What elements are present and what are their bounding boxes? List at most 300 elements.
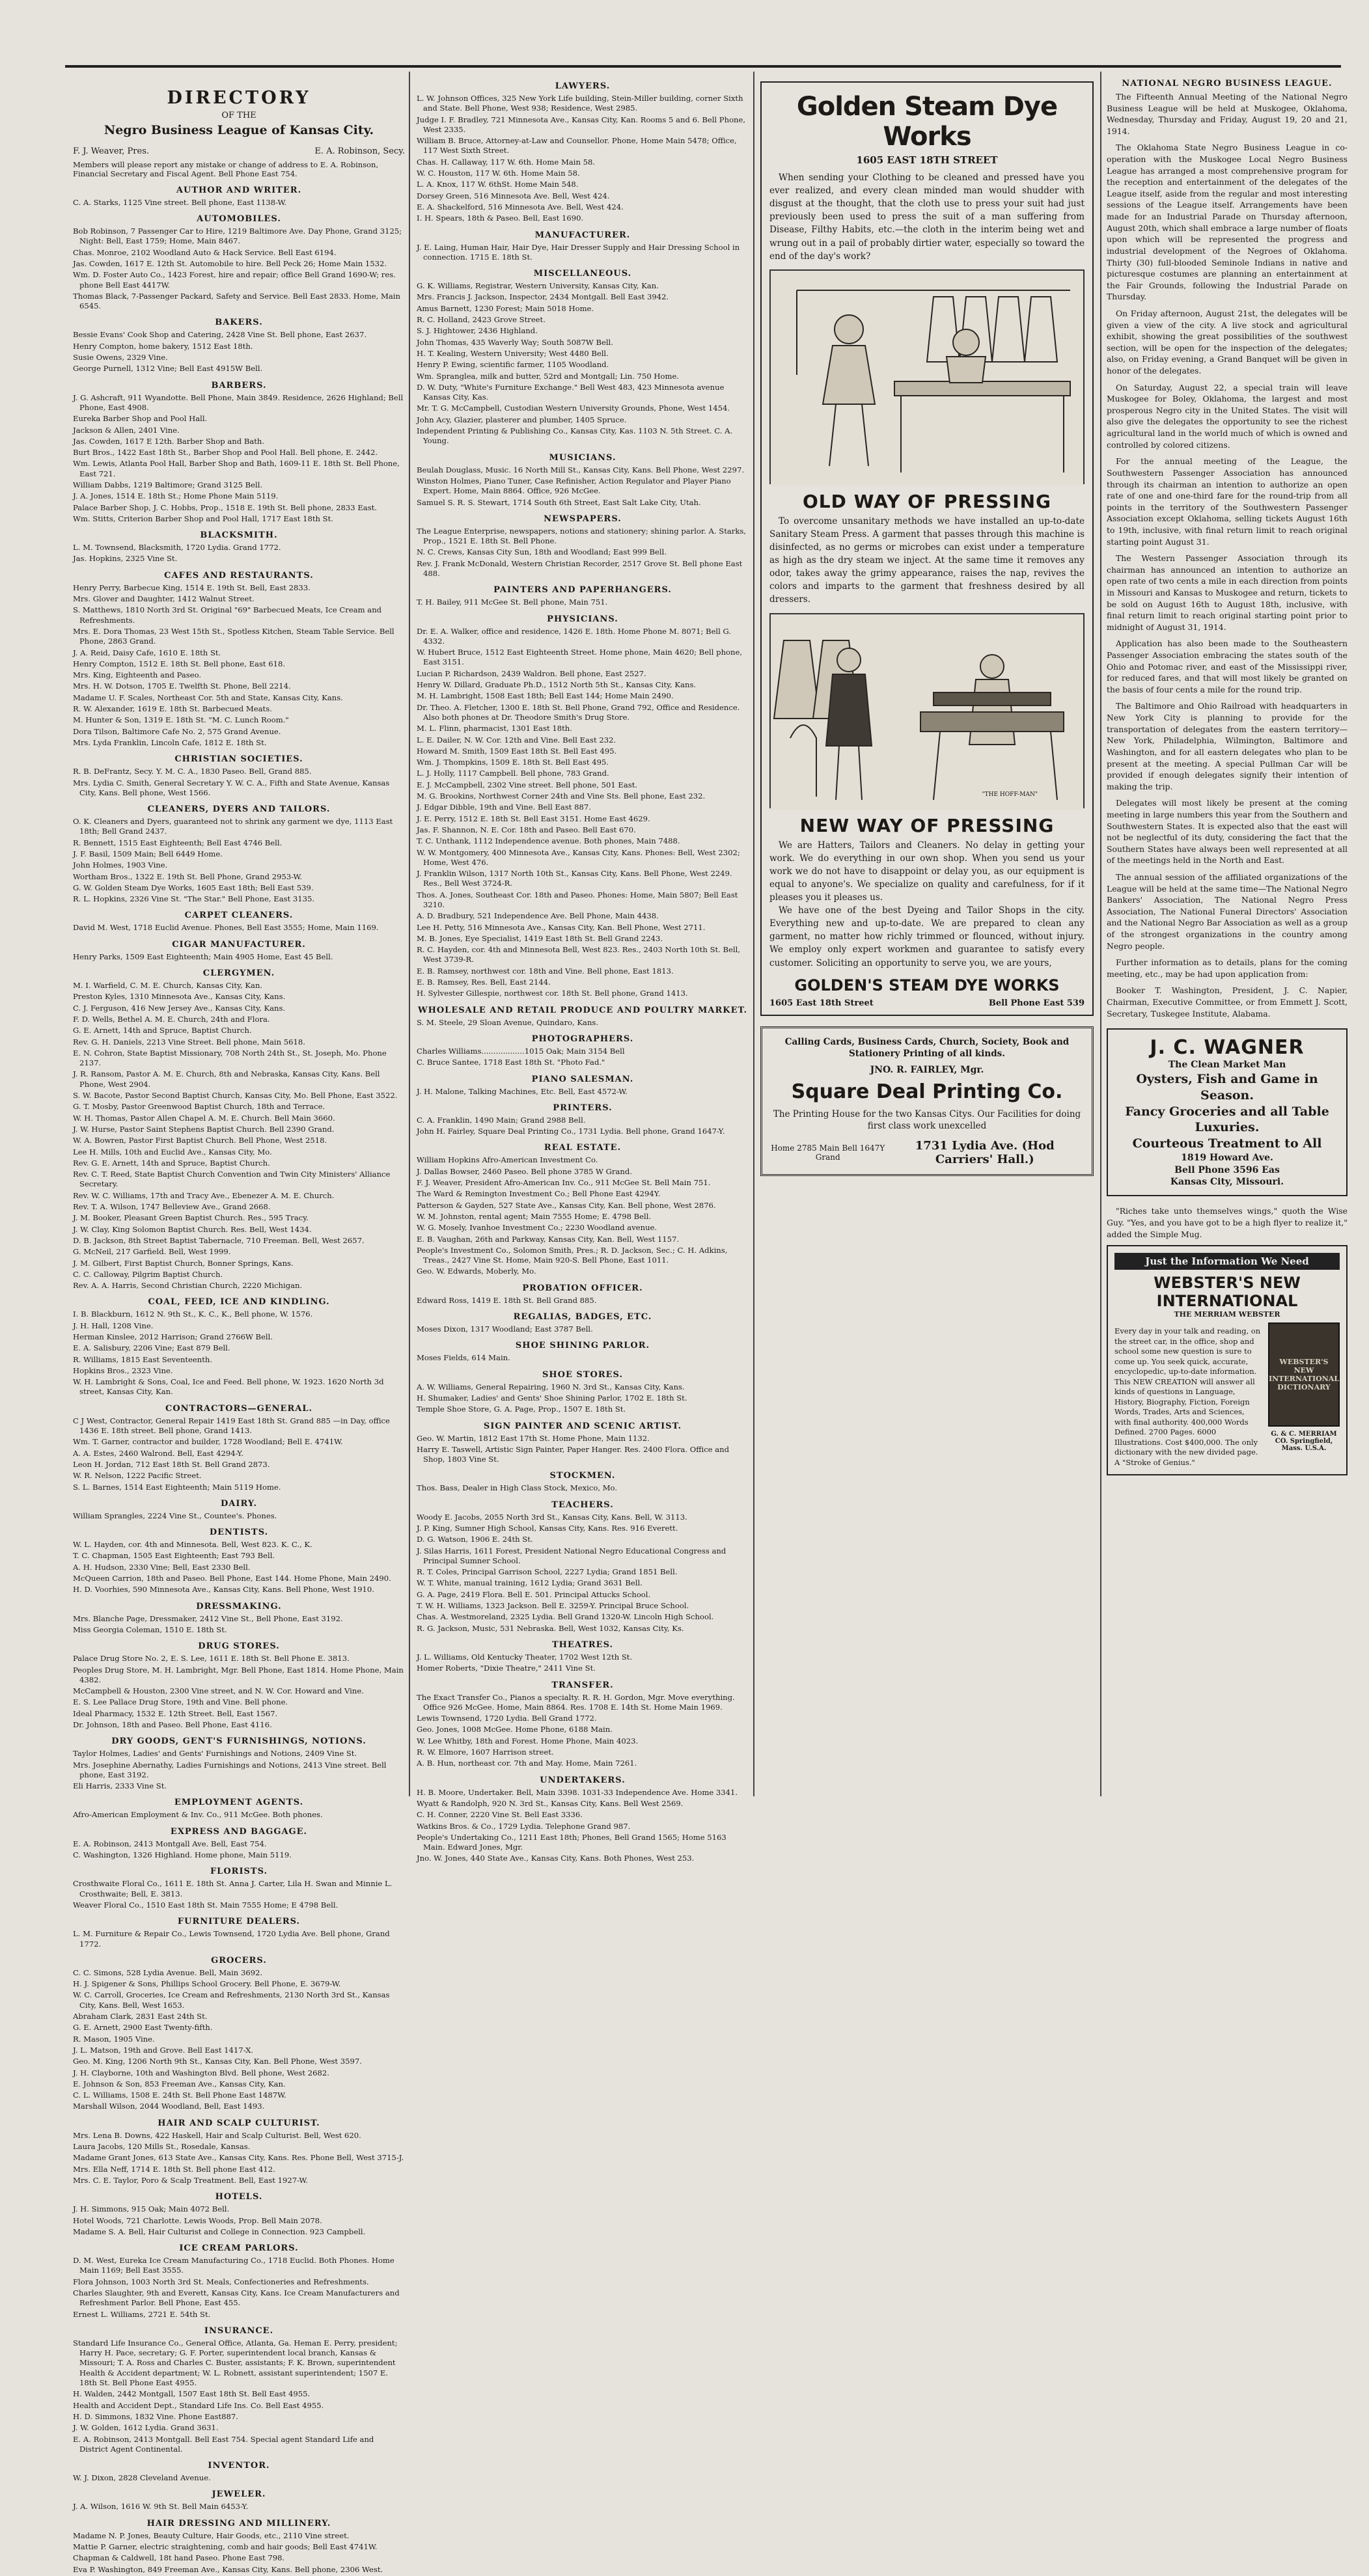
print-ad-footer <box>770 1139 1084 1166</box>
directory-entry: R. Bennett, 1515 East Eighteenth; Bell East 4746 Bell. <box>73 838 283 847</box>
directory-entry: J. Dallas Bowser, 2460 Paseo. Bell phone 3785 W Grand. <box>417 1166 632 1176</box>
directory-entry: Crosthwaite Floral Co., 1611 E. 18th St. Anna J. Carter, Lila H. Swan and Minnie L. Crosthwaite; Bell, E. 3813. <box>73 1879 393 1898</box>
directory-entry: J. L. Matson, 19th and Grove. Bell East 1417-X. <box>73 2045 254 2055</box>
directory-entry: A. A. Estes, 2460 Walrond. Bell, East 4294-Y. <box>73 1448 244 1458</box>
directory-category: BLACKSMITH. <box>200 530 278 541</box>
directory-category: DENTISTS. <box>209 1528 269 1538</box>
machine-label: "THE HOFF-MAN" <box>982 791 1038 798</box>
directory-entry: C. A. Franklin, 1490 Main; Grand 2988 Bell. <box>417 1115 586 1125</box>
directory-entry: Wm. J. Thompkins, 1509 E. 18th St. Bell East 495. <box>417 758 609 767</box>
directory-entry: Thos. Bass, Dealer in High Class Stock, Mexico, Mo. <box>417 1483 618 1493</box>
directory-entry: Henry Parks, 1509 East Eighteenth; Main 4905 Home, East 45 Bell. <box>73 952 333 961</box>
directory-category: DRUG STORES. <box>198 1641 280 1652</box>
print-ad-sub: The Printing House for the two Kansas Citys. Our Facilities for doing first class work unexcelled <box>773 1109 1081 1132</box>
directory-entry: A. W. Williams, General Repairing, 1960 N. 3rd St., Kansas City, Kans. <box>417 1382 685 1391</box>
directory-entry: Chas. H. Callaway, 117 W. 6th. Home Main 58. <box>417 157 596 167</box>
directory-entry: G. A. Page, 2419 Flora. Bell E. 501. Principal Attucks School. <box>417 1589 651 1599</box>
old-pressing-caption: OLD WAY OF PRESSING <box>802 490 1052 512</box>
directory-entry: J. A. Wilson, 1616 W. 9th St. Bell Main 6453-Y. <box>73 2502 249 2512</box>
directory-entry: Ideal Pharmacy, 1532 E. 12th Street. Bell, East 1567. <box>73 1708 278 1718</box>
new-pressing-caption: NEW WAY OF PRESSING <box>799 814 1055 836</box>
directory-entry: J. W. Hurse, Pastor Saint Stephens Baptist Church. Bell 2390 Grand. <box>73 1124 335 1134</box>
golden-ad-foot-phone: Bell Phone East 539 <box>988 998 1085 1008</box>
directory-entry: W. H. Thomas, Pastor Allen Chapel A. M. E. Church. Bell Main 3660. <box>73 1113 335 1123</box>
directory-entry: John Acy, Glazier, plasterer and plumber, 1405 Spruce. <box>417 415 627 424</box>
directory-entry: L. M. Furniture & Repair Co., Lewis Townsend, 1720 Lydia Ave. Bell phone, Grand 1772. <box>73 1929 390 1949</box>
directory-entry: J. G. Ashcraft, 911 Wyandotte. Bell Phone, Main 3849. Residence, 2626 Highland; Bell Phone, East 4908. <box>73 392 404 412</box>
directory-entry: T. C. Chapman, 1505 East Eighteenth; East 793 Bell. <box>73 1551 275 1561</box>
directory-category: CLERGYMEN. <box>202 968 275 979</box>
directory-category: FURNITURE DEALERS. <box>177 1917 301 1927</box>
tailor-figure-icon <box>771 271 1083 486</box>
directory-entry: Thomas Black, 7-Passenger Packard, Safety and Service. Bell East 2833. Home, Main 6545. <box>73 291 400 311</box>
directory-entry: Mrs. Josephine Abernathy, Ladies Furnishings and Notions, 2413 Vine street. Bell phone, East 3192. <box>73 1760 387 1779</box>
directory-category: CAFES AND RESTAURANTS. <box>164 570 314 581</box>
directory-entry: M. G. Brookins, Northwest Corner 24th and Vine Sts. Bell phone, East 232. <box>417 791 706 801</box>
directory-entry: M. B. Jones, Eye Specialist, 1419 East 18th St. Bell Grand 2243. <box>417 933 663 943</box>
directory-entry: Harry E. Taswell, Artistic Sign Painter, Paper Hanger. Res. 2400 Flora. Office and Shop, 1803 Vine St. <box>417 1444 730 1464</box>
directory-entry: Wm. T. Garner, contractor and builder, 1728 Woodland; Bell E. 4741W. <box>73 1437 343 1447</box>
directory-category: MANUFACTURER. <box>534 230 631 240</box>
webster-name: WEBSTER'S NEW INTERNATIONAL <box>1154 1274 1301 1311</box>
directory-entry: Rev. J. Frank McDonald, Western Christian Recorder, 2517 Grove St. Bell phone East 488. <box>417 558 743 578</box>
directory-entry: E. S. Lee Pallace Drug Store, 19th and Vine. Bell phone. <box>73 1697 288 1707</box>
directory-entry: Amus Barnett, 1230 Forest; Main 5018 Home. <box>417 303 594 313</box>
directory-entry: R. L. Hopkins, 2326 Vine St. "The Star." Bell Phone, East 3135. <box>73 894 315 904</box>
directory-entry: Geo. W. Martin, 1812 East 17th St. Home Phone, Main 1132. <box>417 1433 650 1443</box>
directory-entry: Eli Harris, 2333 Vine St. <box>73 1781 167 1791</box>
wagner-line-2: Fancy Groceries and all Table Luxuries. <box>1125 1104 1329 1135</box>
directory-entry: Chapman & Caldwell, 18t hand Paseo. Phone East 798. <box>73 2553 285 2563</box>
directory-entry: E. J. McCampbell, 2302 Vine street. Bell phone, 501 East. <box>417 780 638 789</box>
directory-category: PROBATION OFFICER. <box>522 1283 643 1293</box>
directory-entry: Thos. A. Jones, Southeast Cor. 18th and Paseo. Phones: Home, Main 5807; Bell East 3210. <box>417 890 738 909</box>
directory-category: TEACHERS. <box>551 1500 614 1510</box>
directory-entry: A. B. Hun, northeast cor. 7th and May. Home, Main 7261. <box>417 1759 637 1768</box>
directory-category: REGALIAS, BADGES, ETC. <box>513 1312 652 1322</box>
directory-category: DRY GOODS, GENT'S FURNISHINGS, NOTIONS. <box>111 1736 366 1747</box>
directory-entry: Miss Georgia Coleman, 1510 E. 18th St. <box>73 1624 227 1634</box>
directory-entry: Woody E. Jacobs, 2055 North 3rd St., Kansas City, Kans. Bell, W. 3113. <box>417 1512 687 1522</box>
directory-entry: Madame Grant Jones, 613 State Ave., Kansas City, Kans. Res. Phone Bell, West 3715-J. <box>73 2153 404 2163</box>
directory-entry: G. K. Williams, Registrar, Western University, Kansas City, Kan. <box>417 281 659 291</box>
news-paragraph: Booker T. Washington, President, J. C. Napier, Chairman, Executive Committee, or from Emmett J. Scott, Secretary, Tuskegee Institute, Alabama. <box>1107 985 1348 1019</box>
directory-entry: McCampbell & Houston, 2300 Vine street, and N. W. Cor. Howard and Vine. <box>73 1686 364 1696</box>
directory-entry: W. C. Carroll, Groceries, Ice Cream and Refreshments, 2130 North 3rd St., Kansas City, Kans. Bell, West 1653. <box>73 1990 390 2010</box>
directory-entry: Afro-American Employment & Inv. Co., 911 McGee. Both phones. <box>73 1810 323 1820</box>
column-rule <box>1100 72 1101 1796</box>
directory-entry: Wm. Spranglea, milk and butter, 52rd and Montgall; Lin. 750 Home. <box>417 371 680 381</box>
directory-entry: William Dabbs, 1219 Baltimore; Grand 3125 Bell. <box>73 480 263 489</box>
directory-entry: D. M. West, Eureka Ice Cream Manufacturing Co., 1718 Euclid. Both Phones. Home Main 1169; Bell East 3555. <box>73 2256 394 2275</box>
directory-entry: Madame N. P. Jones, Beauty Culture, Hair Goods, etc., 2110 Vine street. <box>73 2530 350 2540</box>
directory-entry: Dora Tilson, Baltimore Cafe No. 2, 575 Grand Avenue. <box>73 726 281 736</box>
directory-entry: Laura Jacobs, 120 Mills St., Rosedale, Kansas. <box>73 2142 251 2152</box>
directory-category: NEWSPAPERS. <box>544 514 622 524</box>
directory-entry: Hotel Woods, 721 Charlotte. Lewis Woods, Prop. Bell Main 2078. <box>73 2215 322 2225</box>
directory-entry: W. R. Nelson, 1222 Pacific Street. <box>73 1471 202 1481</box>
wagner-line-1: Oysters, Fish and Game in Season. <box>1136 1072 1318 1103</box>
directory-entry: J. H. Malone, Talking Machines, Etc. Bell, East 4572-W. <box>417 1086 628 1096</box>
directory-entry: Marshall Wilson, 2044 Woodland, Bell, East 1493. <box>73 2102 265 2111</box>
directory-entry: William Sprangles, 2224 Vine St., Countee's. Phones. <box>73 1511 277 1520</box>
directory-entry: R. W. Elmore, 1607 Harrison street. <box>417 1747 554 1757</box>
golden-ad-body-1: We are Hatters, Tailors and Cleaners. No delay in getting your work. We do everything in our own shop. When you send us your work we do not have to disappoint or delay you, as our equipment is equal to anyone's. We specialize on quality and carefulness, for if it pleases you it pleases us. <box>769 840 1085 903</box>
wagner-ad <box>1107 1028 1348 1196</box>
directory-entry: Samuel S. R. S. Stewart, 1714 South 6th Street, East Salt Lake City, Utah. <box>417 497 701 507</box>
directory-entry: Dr. E. A. Walker, office and residence, 1426 E. 18th. Home Phone M. 8071; Bell G. 4332. <box>417 626 732 646</box>
directory-entry: Charles Williams..................1015 Oak; Main 3154 Bell <box>417 1046 625 1056</box>
directory-entry: Mrs. Glover and Daughter, 1412 Walnut Street. <box>73 594 255 604</box>
directory-entry: H. Shumaker, Ladies' and Gents' Shoe Shining Parlor, 1702 E. 18th St. <box>417 1393 687 1403</box>
directory-entry: Lee H. Petty, 516 Minnesota Ave., Kansas City, Kan. Bell Phone, West 2711. <box>417 922 706 932</box>
directory-entry: J. A. Reid, Daisy Cafe, 1610 E. 18th St. <box>73 648 221 657</box>
news-paragraph: Delegates will most likely be present at the coming meeting in large numbers this year from the Southern and Southwestern States. It is expected also that the east will not be neglectful of its duty, considering the fact that the Southern States have always been well represented at all of the meetings held in the North and East. <box>1107 798 1348 866</box>
directory-category: BAKERS. <box>215 318 263 328</box>
directory-category: INSURANCE. <box>204 2325 274 2336</box>
directory-entry: The League Enterprise, newspapers, notions and stationery; shining parlor. A. Starks, Prop., 1521 E. 18th St. Bell Phone. <box>417 526 746 546</box>
directory-entry: Madame U. F. Scales, Northeast Cor. 5th and State, Kansas City, Kans. <box>73 692 343 702</box>
directory-category: CHRISTIAN SOCIETIES. <box>174 754 303 765</box>
webster-sub: THE MERRIAM WEBSTER <box>1174 1310 1280 1319</box>
directory-entry: J. Silas Harris, 1611 Forest, President National Negro Educational Congress and Principal Sumner School. <box>417 1546 726 1565</box>
directory-category: JEWELER. <box>212 2489 266 2500</box>
directory-entry: Bessie Evans' Cook Shop and Catering, 2428 Vine St. Bell phone, East 2637. <box>73 330 367 340</box>
directory-entry: G. E. Arnett, 2900 East Twenty-fifth. <box>73 2023 213 2033</box>
directory-entry: Homer Roberts, "Dixie Theatre," 2411 Vine St. <box>417 1664 596 1673</box>
directory-entry: Dorsey Green, 516 Minnesota Ave. Bell, West 424. <box>417 191 610 200</box>
directory-category: HAIR AND SCALP CULTURIST. <box>158 2118 320 2128</box>
directory-entry: John Holmes, 1903 Vine. <box>73 860 168 870</box>
directory-category: PAINTERS AND PAPERHANGERS. <box>493 585 672 596</box>
directory-entry: E. A. Robinson, 2413 Montgall Ave. Bell, East 754. <box>73 1839 267 1848</box>
directory-category: SIGN PAINTER AND SCENIC ARTIST. <box>483 1421 682 1431</box>
print-ad-lines: Calling Cards, Business Cards, Church, Society, Book and Stationery Printing of all kinds. <box>784 1036 1070 1059</box>
directory-entry: Mrs. H. W. Dotson, 1705 E. Twelfth St. Phone, Bell 2214. <box>73 681 291 691</box>
directory-category: LAWYERS. <box>555 81 611 91</box>
directory-entry: Wm. Lewis, Atlanta Pool Hall, Barber Shop and Bath, 1609-11 E. 18th St. Bell Phone, East 721. <box>73 459 400 478</box>
directory-category: PIANO SALESMAN. <box>531 1074 634 1084</box>
directory-entry: J. Edgar Dibble, 19th and Vine. Bell East 887. <box>417 802 591 812</box>
directory-column-2 <box>417 75 749 1865</box>
directory-entry: D. B. Jackson, 8th Street Baptist Tabernacle, 710 Freeman. Bell, West 2657. <box>73 1235 365 1245</box>
quote: "Riches take unto themselves wings," quoth the Wise Guy. "Yes, and you have got to be a high flyer to realize it," added the Simple Mug. <box>1107 1206 1348 1239</box>
directory-entry: John H. Fairley, Square Deal Printing Co., 1731 Lydia. Bell phone, Grand 1647-Y. <box>417 1127 725 1136</box>
directory-entry: L. E. Dailer, N. W. Cor. 12th and Vine. Bell East 232. <box>417 735 616 745</box>
directory-entry: Leon H. Jordan, 712 East 18th St. Bell Grand 2873. <box>73 1459 270 1469</box>
directory-entry: People's Investment Co., Solomon Smith, Pres.; R. D. Jackson, Sec.; C. H. Adkins, Treas., 2427 Vine St. Home, Main 920-S. Bell Phone, East 1011. <box>417 1245 728 1265</box>
directory-entry: G. E. Arnett, 14th and Spruce, Baptist Church. <box>73 1026 252 1035</box>
news-paragraph: The Oklahoma State Negro Business League in co-operation with the Muskogee Local Negro Business League has arranged a most comprehensive program for the reception and entertainment of the delegates of the League itself, aside from the regular and most interesting sessions of the League itself. Arrangements have been made for an Industrial Parade on Thursday afternoon, August 20th, which shall embrace a large number of floats upon which will be represented the progress and industrial development of the Negroes of Oklahoma. Thirty (30) full-blooded Seminole Indians in native and picturesque costumes are planning an entertainment at the Fair Grounds, following the Industrial Parade on Thursday. <box>1107 143 1348 302</box>
directory-note: Members will please report any mistake or change of address to E. A. Robinson, Financial Secretary and Fiscal Agent. Bell Phone East 754. <box>73 160 379 179</box>
directory-entry: Preston Kyles, 1310 Minnesota Ave., Kansas City, Kans. <box>73 992 286 1002</box>
golden-ad-body-2: We have one of the best Dyeing and Tailor Shops in the city. Everything new and up-to-date. We are prepared to clean any garment, no matter how richly trimmed or flounced, without injury. We employ only expert workmen and guarantee to satisfy every customer. Soliciting an opportunity to serve you, we are yours, <box>769 905 1085 968</box>
directory-entry: Lucian P. Richardson, 2439 Waldron. Bell phone, East 2527. <box>417 668 646 678</box>
golden-ad-middle: To overcome unsanitary methods we have installed an up-to-date Sanitary Steam Press. A garment that passes through this machine is disinfected, as no germs or microbes can exist under a temperature as high as the dry steam we inject. At the same time it removes any odor, takes away the grimy appearance, raises the nap, revives the colors and imparts to the garment that freshness desired by all dressers. <box>769 515 1085 605</box>
directory-category: WHOLESALE AND RETAIL PRODUCE AND POULTRY MARKET. <box>417 1005 748 1015</box>
directory-entry: Geo. W. Edwards, Moberly, Mo. <box>417 1267 536 1276</box>
directory-entry: R. Mason, 1905 Vine. <box>73 2034 155 2044</box>
directory-entry: Wm. Stitts, Criterion Barber Shop and Pool Hall, 1717 East 18th St. <box>73 514 333 523</box>
directory-entry: Eureka Barber Shop and Pool Hall. <box>73 414 208 424</box>
directory-entry: L. W. Johnson Offices, 325 New York Life building, Stein-Miller building, corner Sixth and State. Bell Phone, West 938; Residence, West 2985. <box>417 94 743 113</box>
directory-entry: Lewis Townsend, 1720 Lydia. Bell Grand 1772. <box>417 1714 597 1723</box>
print-ad-address: 1731 Lydia Ave. (Hod Carriers' Hall.) <box>915 1138 1055 1166</box>
directory-entry: E. A. Shackelford, 516 Minnesota Ave. Bell, West 424. <box>417 202 624 212</box>
dictionary-book-icon: WEBSTER'S NEW INTERNATIONAL DICTIONARY <box>1268 1322 1340 1427</box>
directory-entry: R. B. DeFrantz, Secy. Y. M. C. A., 1830 Paseo. Bell, Grand 885. <box>73 767 312 776</box>
directory-sections <box>73 185 405 2575</box>
directory-category: AUTHOR AND WRITER. <box>176 185 302 195</box>
directory-entry: D. G. Watson, 1906 E. 24th St. <box>417 1535 533 1544</box>
directory-entry: W. L. Hayden, cor. 4th and Minnesota. Bell, West 823. K. C., K. <box>73 1540 312 1550</box>
directory-entry: McQueen Carrion, 18th and Paseo. Bell Phone, East 144. Home Phone, Main 2490. <box>73 1574 391 1583</box>
directory-entry: J. H. Clayborne, 10th and Washington Blvd. Bell phone, West 2682. <box>73 2068 329 2077</box>
directory-entry: W. M. Johnston, rental agent; Main 7555 Home; E. 4798 Bell. <box>417 1211 652 1221</box>
golden-ad-footer <box>769 998 1085 1008</box>
directory-column-1 <box>73 75 405 2576</box>
webster-publisher: G. & C. MERRIAM CO. Springfield, Mass. U.S.A. <box>1271 1431 1337 1453</box>
directory-entry: The Ward & Remington Investment Co.; Bell Phone East 4294Y. <box>417 1189 661 1199</box>
webster-head: Just the Information We Need <box>1114 1253 1340 1270</box>
directory-entry: R. G. Jackson, Music, 531 Nebraska. Bell, West 1032, Kansas City, Ks. <box>417 1623 684 1633</box>
directory-entry: William B. Bruce, Attorney-at-Law and Counsellor. Phone, Home Main 5478; Office, 117 West Sixth Street. <box>417 136 737 156</box>
directory-entry: Geo. M. King, 1206 North 9th St., Kansas City, Kan. Bell Phone, West 3597. <box>73 2057 362 2066</box>
directory-entry: C. H. Conner, 2220 Vine St. Bell East 3336. <box>417 1810 583 1820</box>
directory-entry: Peoples Drug Store, M. H. Lambright, Mgr. Bell Phone, East 1814. Home Phone, Main 4382. <box>73 1665 404 1684</box>
directory-entry: Rev. A. A. Harris, Second Christian Church, 2220 Michigan. <box>73 1281 303 1291</box>
directory-category: CONTRACTORS—GENERAL. <box>165 1403 312 1414</box>
directory-category: CARPET CLEANERS. <box>184 911 294 921</box>
directory-entry: W. Lee Whitby, 18th and Forest. Home Phone, Main 4023. <box>417 1736 639 1746</box>
news-body <box>1107 91 1348 1019</box>
directory-entry: M. H. Lambright, 1508 East 18th; Bell East 144; Home Main 2490. <box>417 691 674 701</box>
directory-entry: Mrs. Francis J. Jackson, Inspector, 2434 Montgall. Bell East 3942. <box>417 292 669 302</box>
directory-entry: L. M. Townsend, Blacksmith, 1720 Lydia. Grand 1772. <box>73 543 281 553</box>
directory-entry: William Hopkins Afro-American Investment Co. <box>417 1155 598 1165</box>
directory-entry: W. H. Lambright & Sons, Coal, Ice and Feed. Bell phone, W. 1923. 1620 North 3d street, Kansas City, Kan. <box>73 1377 384 1397</box>
directory-entry: Independent Printing & Publishing Co., Kansas City, Kas. 1103 N. 5th Street. C. A. Young. <box>417 426 733 446</box>
news-headline: NATIONAL NEGRO BUSINESS LEAGUE. <box>1122 79 1333 89</box>
wagner-name: J. C. WAGNER <box>1150 1036 1305 1060</box>
directory-sections <box>417 81 749 1864</box>
directory-entry: H. D. Voorhies, 590 Minnesota Ave., Kansas City, Kans. Bell Phone, West 1910. <box>73 1585 374 1595</box>
wagner-phone: Bell Phone 3596 Eas <box>1174 1164 1280 1175</box>
directory-entry: Moses Fields, 614 Main. <box>417 1353 510 1363</box>
directory-entry: R. C. Hayden, cor. 4th and Minnesota Bell, West 823. Res., 2403 North 10th St. Bell, West 3739-R. <box>417 945 741 965</box>
directory-category: CIGAR MANUFACTURER. <box>172 939 306 950</box>
directory-entry: H. D. Simmons, 1832 Vine. Phone East887. <box>73 2411 238 2421</box>
directory-entry: Henry P. Ewing, scientific farmer, 1105 Woodland. <box>417 360 609 370</box>
directory-entry: Madame S. A. Bell, Hair Culturist and College in Connection. 923 Campbell. <box>73 2227 366 2236</box>
directory-entry: W. C. Houston, 117 W. 6th. Home Main 58. <box>417 169 580 178</box>
directory-entry: R. C. Holland, 2423 Grove Street. <box>417 315 546 325</box>
directory-entry: Chas. A. Westmoreland, 2325 Lydia. Bell Grand 1320-W. Lincoln High School. <box>417 1612 714 1622</box>
news-paragraph: On Saturday, August 22, a special train will leave Muskogee for Boley, Oklahoma, the largest and most prosperous Negro city in the United States. The visit will also give the delegates the opportunity to see the richest agricultural land in the world much of which is owned and controlled by colored citizens. <box>1107 382 1348 450</box>
directory-entry: A. H. Hudson, 2330 Vine; Bell, East 2330 Bell. <box>73 1562 251 1572</box>
news-paragraph: Further information as to details, plans for the coming meeting, etc., may be had upon application from: <box>1107 957 1348 979</box>
directory-entry: C. C. Calloway, Pilgrim Baptist Church. <box>73 1269 223 1279</box>
directory-entry: Susie Owens, 2329 Vine. <box>73 353 168 363</box>
directory-entry: David M. West, 1718 Euclid Avenue. Phones, Bell East 3555; Home, Main 1169. <box>73 923 379 933</box>
directory-entry: John Thomas, 435 Waverly Way; South 5087W Bell. <box>417 337 613 347</box>
directory-entry: Mrs. Ella Neff, 1714 E. 18th St. Bell phone East 412. <box>73 2164 275 2174</box>
directory-entry: W. Hubert Bruce, 1512 East Eighteenth Street. Home phone, Main 4620; Bell phone, East 3151. <box>417 648 743 667</box>
directory-category: REAL ESTATE. <box>544 1143 622 1153</box>
directory-category: HAIR DRESSING AND MILLINERY. <box>146 2518 331 2528</box>
directory-entry: M. I. Warfield, C. M. E. Church, Kansas City, Kan. <box>73 981 263 991</box>
directory-entry: Winston Holmes, Piano Tuner, Case Refinisher, Action Regulator and Player Piano Expert. Home, Main 8864. Office, 926 McGee. <box>417 476 731 496</box>
directory-column-3 <box>760 75 1094 1176</box>
directory-entry: Burt Bros., 1422 East 18th St., Barber Shop and Pool Hall. Bell phone, E. 2442. <box>73 448 378 458</box>
directory-entry: Jas. Cowden, 1617 E 12th. Barber Shop and Bath. <box>73 436 265 446</box>
directory-entry: Palace Drug Store No. 2, E. S. Lee, 1611 E. 18th St. Bell Phone E. 3813. <box>73 1654 350 1664</box>
directory-entry: R. T. Coles, Principal Garrison School, 2227 Lydia; Grand 1851 Bell. <box>417 1567 678 1577</box>
directory-entry: L. A. Knox, 117 W. 6thSt. Home Main 548. <box>417 180 579 189</box>
directory-entry: Moses Dixon, 1317 Woodland; East 3787 Bell. <box>417 1324 593 1334</box>
directory-entry: Jas. F. Shannon, N. E. Cor. 18th and Paseo. Bell East 670. <box>417 825 636 834</box>
directory-entry: Geo. Jones, 1008 McGee. Home Phone, 6188 Main. <box>417 1725 613 1734</box>
directory-entry: Mr. T. G. McCampbell, Custodian Western University Grounds, Phone, West 1454. <box>417 404 730 413</box>
directory-entry: O. K. Cleaners and Dyers, guaranteed not to shrink any garment we dye, 1113 East 18th; Bell Grand 2437. <box>73 817 393 836</box>
directory-entry: E. A. Salisbury, 2206 Vine; East 879 Bell. <box>73 1343 230 1353</box>
directory-entry: E. N. Cohron, State Baptist Missionary, 708 North 24th St., St. Joseph, Mo. Phone 2137. <box>73 1048 387 1068</box>
directory-entry: C. C. Simons, 528 Lydia Avenue. Bell, Main 3692. <box>73 1967 263 1977</box>
directory-category: INVENTOR. <box>208 2461 270 2471</box>
directory-entry: H. T. Kealing, Western University; West 4480 Bell. <box>417 348 609 358</box>
news-paragraph: The Fifteenth Annual Meeting of the National Negro Business League will be held at Muskogee, Oklahoma, Wednesday, Thursday and Friday, August 19, 20 and 21, 1914. <box>1107 92 1348 136</box>
directory-entry: Mrs. Lyda Franklin, Lincoln Cafe, 1812 E. 18th St. <box>73 737 267 747</box>
directory-category: MISCELLANEOUS. <box>533 269 632 279</box>
president: F. J. Weaver, Pres. <box>73 146 150 156</box>
directory-entry: Edward Ross, 1419 E. 18th St. Bell Grand 885. <box>417 1295 597 1305</box>
directory-entry: E. A. Robinson, 2413 Montgall. Bell East 754. Special agent Standard Life and District Agent Continental. <box>73 2434 374 2454</box>
directory-entry: Abraham Clark, 2831 East 24th St. <box>73 2012 208 2021</box>
directory-entry: Charles Slaughter, 9th and Everett, Kansas City, Kans. Ice Cream Manufacturers and Refreshment Parlor. Bell Phone, East 455. <box>73 2288 400 2308</box>
directory-entry: Henry Perry, Barbecue King, 1514 E. 19th St. Bell, East 2833. <box>73 582 311 592</box>
wagner-tag: The Clean Market Man <box>1168 1060 1286 1071</box>
directory-category: PRINTERS. <box>553 1103 613 1113</box>
directory-category: TRANSFER. <box>551 1680 614 1690</box>
directory-entry: Jackson & Allen, 2401 Vine. <box>73 425 180 435</box>
directory-entry: Beulah Douglass, Music. 16 North Mill St., Kansas City, Kans. Bell Phone, West 2297. <box>417 465 745 474</box>
directory-entry: The Exact Transfer Co., Pianos a specialty. R. R. H. Gordon, Mgr. Move everything. Office 926 McGee. Home, Main 8864. Res. 1708 E. 14th St. Home Main 1969. <box>417 1692 735 1712</box>
directory-entry: S. W. Bacote, Pastor Second Baptist Church, Kansas City, Mo. Bell Phone, East 3522. <box>73 1091 398 1101</box>
directory-entry: Mrs. Lena B. Downs, 422 Haskell, Hair and Scalp Culturist. Bell, West 620. <box>73 2130 361 2140</box>
directory-entry: G. McNeil, 217 Garfield. Bell, West 1999. <box>73 1247 231 1257</box>
directory-entry: Taylor Holmes, Ladies' and Gents' Furnishings and Notions, 2409 Vine St. <box>73 1749 357 1759</box>
directory-category: FLORISTS. <box>210 1867 268 1877</box>
directory-category: STOCKMEN. <box>549 1471 616 1481</box>
directory-category: UNDERTAKERS. <box>540 1775 626 1785</box>
directory-entry: J. E. Perry, 1512 E. 18th St. Bell East 3151. Home East 4629. <box>417 814 650 823</box>
directory-entry: Mrs. King, Eighteenth and Paseo. <box>73 670 202 680</box>
directory-entry: Health and Accident Dept., Standard Life Ins. Co. Bell East 4955. <box>73 2400 324 2410</box>
directory-entry: J. L. Williams, Old Kentucky Theater, 1702 West 12th St. <box>417 1652 633 1662</box>
directory-entry: Judge I. F. Bradley, 721 Minnesota Ave., Kansas City, Kan. Rooms 5 and 6. Bell Phone, West 2335. <box>417 115 746 134</box>
directory-entry: J. A. Jones, 1514 E. 18th St.; Home Phone Main 5119. <box>73 491 279 501</box>
directory-entry: C. J. Ferguson, 416 New Jersey Ave., Kansas City, Kans. <box>73 1003 286 1013</box>
directory-entry: J. P. King, Sumner High School, Kansas City, Kans. Res. 916 Everett. <box>417 1523 678 1533</box>
directory-entry: E. B. Ramsey, Res. Bell, East 2144. <box>417 978 551 987</box>
directory-entry: S. Matthews, 1810 North 3rd St. Original "69" Barbecued Meats, Ice Cream and Refreshments. <box>73 605 382 625</box>
directory-category: COAL, FEED, ICE AND KINDLING. <box>148 1297 330 1308</box>
directory-entry: E. B. Vaughan, 26th and Parkway, Kansas City, Kan. Bell, West 1157. <box>417 1234 680 1244</box>
directory-category: DRESSMAKING. <box>196 1601 282 1611</box>
directory-entry: Jno. W. Jones, 440 State Ave., Kansas City, Kans. Both Phones, West 253. <box>417 1854 695 1863</box>
directory-entry: C J West, Contractor, General Repair 1419 East 18th St. Grand 885 —in Day, office 1436 E. 18th street. Bell phone, Grand 1413. <box>73 1416 390 1436</box>
directory-entry: J. M. Gilbert, First Baptist Church, Bonner Springs, Kans. <box>73 1258 294 1268</box>
directory-entry: J. E. Laing, Human Hair, Hair Dye, Hair Dresser Supply and Hair Dressing School in connection. 1715 E. 18th St. <box>417 242 740 262</box>
directory-entry: Howard M. Smith, 1509 East 18th St. Bell East 495. <box>417 746 617 756</box>
news-paragraph: The annual session of the affiliated organizations of the League will be held at the same time—The National Negro Bankers' Association, The National Negro Press Association, The National Funeral Directors' Association and the National Negro Bar Association as well as a group of the strongest organizations in the country among Negro people. <box>1107 872 1348 951</box>
wagner-line-3: Courteous Treatment to All <box>1132 1136 1322 1151</box>
directory-entry: L. J. Holly, 1117 Campbell. Bell phone, 783 Grand. <box>417 769 609 778</box>
secretary: E. A. Robinson, Secy. <box>314 146 405 156</box>
news-column <box>1107 75 1348 1475</box>
directory-entry: Mrs. Lydia C. Smith, General Secretary Y. W. C. A., Fifth and State Avenue, Kansas City, Kans. Bell phone, West 1566. <box>73 778 390 797</box>
directory-entry: Rev. G. H. Daniels, 2213 Vine Street. Bell phone, Main 5618. <box>73 1037 305 1047</box>
golden-ad-signature: GOLDEN'S STEAM DYE WORKS <box>794 976 1060 994</box>
directory-category: HOTELS. <box>215 2192 263 2202</box>
directory-entry: Mrs. Blanche Page, Dressmaker, 2412 Vine St., Bell Phone, East 3192. <box>73 1613 343 1623</box>
news-paragraph: For the annual meeting of the League, the Southwestern Passenger Association has announced through its chairman an intention to authorize an open rate of one and one-third fare for the round-trip from all points in the territory of the Southwestern Passenger Association except Oklahoma, selling tickets August 16th to 19th, inclusive, with final return limit to reach original starting point August 31. <box>1107 456 1348 547</box>
directory-entry: W. A. Bowren, Pastor First Baptist Church. Bell Phone, West 2518. <box>73 1136 327 1145</box>
directory-entry: J. R. Ransom, Pastor A. M. E. Church, 8th and Nebraska, Kansas City, Kans. Bell Phone, West 2904. <box>73 1069 380 1089</box>
webster-text: Every day in your talk and reading, on the street car, in the office, shop and school some new question is sure to come up. You seek quick, accurate, encyclopedic, up-to-date information. This NEW CREATION will answer all kinds of questions in Language, History, Biography, Fiction, Foreign Words, Trades, Arts and Sciences, with final authority. 400,000 Words Defined. 2700 Pages. 6000 Illustrations. Cost $400,000. The only dictionary with the new divided page. A "Stroke of Genius." <box>1114 1326 1261 1467</box>
directory-category: GROCERS. <box>211 1955 267 1966</box>
directory-entry: E. Johnson & Son, 853 Freeman Ave., Kansas City, Kan. <box>73 2079 286 2089</box>
directory-entry: Dr. Johnson, 18th and Paseo. Bell Phone, East 4116. <box>73 1720 272 1729</box>
directory-entry: Patterson & Gayden, 527 State Ave., Kansas City, Kan. Bell phone, West 2876. <box>417 1200 716 1210</box>
directory-category: ICE CREAM PARLORS. <box>179 2243 299 2254</box>
news-paragraph: The Baltimore and Ohio Railroad with headquarters in New York City is planning to provide for the transportation of delegates from the eastern territory—New York, Philadelphia, Wilmington, Baltimore and Washington, and for all eastern delegates who plan to be present at the meeting. A special Pullman Car will be provided if enough delegates signify their intention of making the trip. <box>1107 701 1348 791</box>
directory-entry: Flora Johnson, 1003 North 3rd St. Meals, Confectioneries and Refreshments. <box>73 2277 369 2286</box>
directory-entry: T. W. H. Williams, 1323 Jackson. Bell E. 3259-Y. Principal Bruce School. <box>417 1601 689 1611</box>
directory-entry: I. H. Spears, 18th & Paseo. Bell, East 1690. <box>417 213 584 223</box>
directory-entry: C. Washington, 1326 Highland. Home phone, Main 5119. <box>73 1850 292 1860</box>
directory-entry: W. G. Mosely, Ivanhoe Investment Co.; 2230 Woodland avenue. <box>417 1223 657 1233</box>
directory-entry: Jas. Cowden, 1617 E. 12th St. Automobile to hire. Bell Peck 26; Home Main 1532. <box>73 258 387 268</box>
directory-entry: C. A. Starks, 1125 Vine street. Bell phone, East 1138-W. <box>73 197 287 207</box>
directory-category: CLEANERS, DYERS AND TAILORS. <box>147 804 331 815</box>
directory-entry: Herman Kinslee, 2012 Harrison; Grand 2766W Bell. <box>73 1332 273 1341</box>
directory-entry: J. M. Booker, Pleasant Green Baptist Church. Res., 595 Tracy. <box>73 1213 309 1223</box>
directory-entry: S. M. Steele, 29 Sloan Avenue, Quindaro, Kans. <box>417 1017 599 1027</box>
directory-entry: Standard Life Insurance Co., General Office, Atlanta, Ga. Heman E. Perry, president; Harry H. Pace, secretary; G. F. Porter, superintendent local branch, Kansas & Missouri; T. A. Ross and Charles C. Buster, assistants; F. K. Brown, superintendent Health & Accident department; W. L. Robnett, assistant superintendent; 1507 E. 18th St. Bell Phone East 4955. <box>73 2338 398 2388</box>
directory-entry: Hopkins Bros., 2323 Vine. <box>73 1365 173 1375</box>
directory-entry: W. J. Dixon, 2828 Cleveland Avenue. <box>73 2473 211 2483</box>
directory-entry: M. Hunter & Son, 1319 E. 18th St. "M. C. Lunch Room." <box>73 715 289 725</box>
golden-steam-ad <box>760 81 1094 1016</box>
news-paragraph: Application has also been made to the Southeastern Passenger Association embracing the states south of the Ohio and Potomac river, and east of the Mississippi river, for reduced fares, and that will most likely be granted on the basis of four cents a mile for the round trip. <box>1107 638 1348 694</box>
directory-entry: W. W. Montgomery, 400 Minnesota Ave., Kansas City, Kans. Phones: Bell, West 2302; Home, West 476. <box>417 847 740 867</box>
news-paragraph: On Friday afternoon, August 21st, the delegates will be given a view of the city. A live stock and agricultural exhibit, showing the great possibilities of the southwest section, will be open for the inspection of the delegates; also, on Friday evening, a Grand Banquet will be given in honor of the delegates. <box>1107 308 1348 376</box>
directory-entry: R. Williams, 1815 East Seventeenth. <box>73 1354 213 1364</box>
directory-entry: E. B. Ramsey, northwest cor. 18th and Vine. Bell phone, East 1813. <box>417 966 674 976</box>
directory-entry: George Purnell, 1312 Vine; Bell East 4915W Bell. <box>73 364 263 374</box>
directory-entry: H. Sylvester Gillespie, northwest cor. 18th St. Bell phone, Grand 1413. <box>417 989 688 998</box>
webster-ad <box>1107 1245 1348 1475</box>
directory-category: BARBERS. <box>211 380 267 391</box>
directory-entry: F. D. Wells, Bethel A. M. E. Church, 24th and Flora. <box>73 1014 270 1024</box>
directory-of: OF THE <box>221 111 256 120</box>
directory-category: SHOE STORES. <box>542 1369 623 1380</box>
directory-entry: Mrs. E. Dora Thomas, 23 West 15th St., Spotless Kitchen, Steam Table Service. Bell Phone, 2863 Grand. <box>73 626 394 646</box>
golden-ad-intro: When sending your Clothing to be cleaned and pressed have you ever realized, and every clean minded man would shudder with disgust at the thought, that the cloth use to press your suit had just previously been used to press the suit of a man suffering from Disease, Filthy Habits, etc.—the cloth in the interim being wet and wrung out in a pail of probably dirtier water, especially so toward the end of the day's work? <box>769 172 1085 262</box>
directory-entry: Dr. Theo. A. Fletcher, 1300 E. 18th St. Bell Phone, Grand 792, Office and Residence. Also both phones at Dr. Theodore Smith's Drug Store. <box>417 702 740 722</box>
directory-entry: Lee H. Mills, 10th and Euclid Ave., Kansas City, Mo. <box>73 1147 272 1157</box>
